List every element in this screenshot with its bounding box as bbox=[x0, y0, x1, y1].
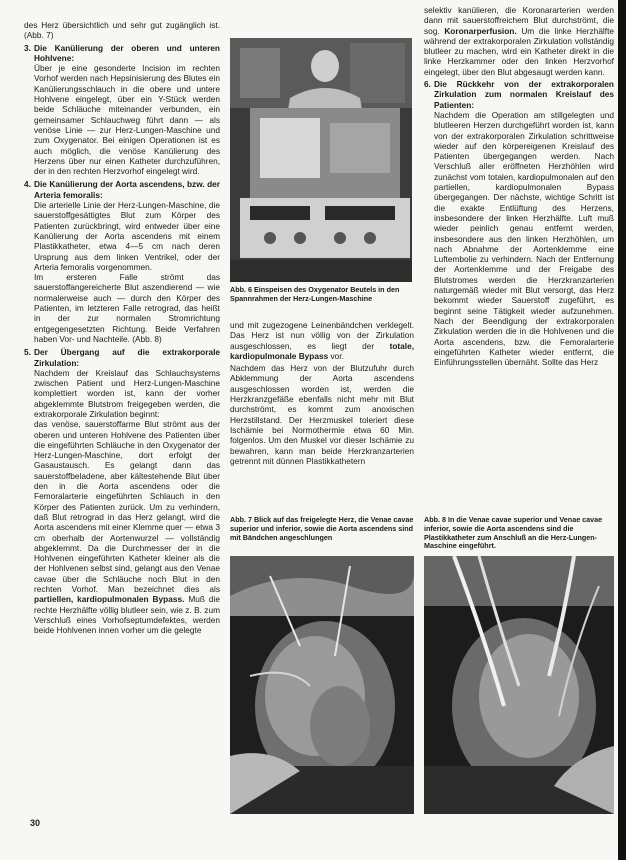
left-text-column bbox=[24, 20, 220, 639]
section-5-text-cont: Muß die rechte Herzhälfte völlig blutleer sein, wie z. B. zum Verschluß eines Vorhofseptumdefektes, werden beide Hohlvenen innen vorher um die gelegte bbox=[34, 594, 220, 636]
middle-paragraph-1 bbox=[230, 320, 414, 361]
section-5-body: Nachdem der Kreislauf das Schlauchsystems zwischen Patient und Herz-Lungen-Maschine komplettiert worden ist, kann der vorher abgeklemmte Blutstrom freigegeben werden, die extrakorporale Zirkulation beginnt: bbox=[34, 367, 220, 419]
section-3-number: 3. bbox=[24, 42, 31, 53]
page-edge bbox=[618, 0, 626, 860]
coronary-perfusion-term: Koronarperfusion. bbox=[444, 25, 517, 36]
partial-bypass-term: partiellen, kardiopulmonalen Bypass. bbox=[34, 594, 185, 605]
section-5-body-2 bbox=[24, 419, 220, 635]
figure-7-caption: Abb. 7 Blick auf das freigelegte Herz, die Venae cavae superior und inferior, sowie die Aorta ascendens sind mit Bändchen angeschlungen bbox=[230, 515, 414, 542]
section-3-heading: Die Kanülierung der oberen und unteren Hohlvene: bbox=[34, 42, 220, 63]
section-4-number: 4. bbox=[24, 179, 31, 190]
section-6-heading: Die Rückkehr von der extrakorporalen Zirkulation zum normalen Kreislauf des Patienten: bbox=[434, 79, 614, 110]
middle-paragraph-2: Nachdem das Herz von der Blutzufuhr durch Abklemmung der Aorta ascendens ausgeschlossen worden ist, werden die Herzkranzgefäße ebenfalls nicht mehr mit Blut durchströmt, es kommt zum anoxischen Herzstillstand. Der Herzmuskel toleriert diese Ischämie bei Normothermie etwa 60 Min. folgenlos. Um den Muskel vor dieser Ischämie zu bewahren, kann man beide Herzkranzarterien getrennt mit dünnen Plastikkathetern bbox=[230, 363, 414, 466]
middle-text-column bbox=[230, 320, 414, 468]
cannulated-heart-image bbox=[424, 556, 614, 814]
right-paragraph-1-cont: Um die linke Herzhälfte während der extrakorporalen Zirkulation vollständig blutleer zu machen, wird ein Katheter direkt in die linke Herzkammer oder den linken Herzvorhof eingelegt, über den Blut abgesaugt werden kann. bbox=[424, 25, 614, 77]
figure-6-photo bbox=[230, 38, 412, 282]
right-paragraph-1-text: selektiv kanülieren, die Koronararterien werden dann mit sauerstoffreichem Blut durchströmt, die sog. bbox=[424, 5, 614, 36]
section-5 bbox=[24, 347, 220, 635]
section-4-body: Die arterielle Linie der Herz-Lungen-Maschine, die sauerstoffgesättigtes Blut zum Körper des Patienten zurückbringt, wird entweder über eine Kanülierung der Aorta ascendens mit einem Plastikkatheter, etwa 4—5 cm nach deren Ursprung aus dem linken Ventrikel, oder der Arteria femoralis vorgenommen. bbox=[34, 200, 220, 272]
section-3 bbox=[24, 43, 220, 177]
section-5-number: 5. bbox=[24, 347, 31, 358]
page-number: 30 bbox=[30, 818, 41, 828]
figure-8-photo bbox=[424, 556, 614, 814]
heart-lung-machine-image bbox=[230, 38, 412, 282]
figure-8-caption: Abb. 8 In die Venae cavae superior und Venae cavae inferior, sowie die Aorta ascendens sind die Plastikkatheter zum Anschluß an die Herz-Lungen-Maschine eingeführt. bbox=[424, 515, 603, 551]
section-5-heading: Der Übergang auf die extrakorporale Zirkulation: bbox=[34, 347, 220, 368]
middle-paragraph-1-text: und mit zugezogene Leinenbändchen verklegelt. Das Herz ist nun völlig von der Zirkulation ausgeschlossen, es liegt der bbox=[230, 320, 414, 351]
figure-7-photo bbox=[230, 556, 414, 814]
section-4-body-2: Im ersteren Falle strömt das sauerstoffangereicherte Blut aszendierend — wie normalerweise auch — durch den Körper des Patienten, im letzteren Falle retrograd, das heißt in der zur normalen Stromrichtung entgegengesetzten Richtung. Beide Verfahren haben Vor- und Nachteile. (Abb. 8) bbox=[34, 272, 220, 344]
section-6-body: Nachdem die Operation am stillgelegten und blutleeren Herzen durchgeführt worden ist, kann von der extrakorporalen Zirkulation schrittweise wieder auf den körpereigenen Kreislauf des Patienten übergegangen werden. Nach Verschluß aller eröffneten Herzhöhlen wird zunächst vom totalen, kardiopulmonalen auf den partiellen, kardiopulmonalen Bypass übergegangen. Der nächste, wichtige Schritt ist die exakte Entlüftung des Herzens, insbesondere der linken Herzhälfte. Luft muß wieder peinlich genau entfernt werden, insbesondere aus den linken Herzhöhlen, um nach Abnahme der Aortenklemme eine Luftembolie zu verhindern. Nach der Entfernung der Aortenklemme und der Freigabe des Blutstromes werden die Herzkranzarterien naturgemäß wieder mit Blut versorgt, das Herz bekommt wieder Sauerstoff zugeführt, es beginnt seine Tätigkeit wieder aufzunehmen. Nach der Beendigung der extrakorporalen Zirkulation werden die in die Hohlvenen und die Aorta ascendens, bzw. die Femoralarterie eingeführten Katheter wieder entfernt, die Einführungsstellen übernäht. Sollte das Herz bbox=[434, 109, 614, 368]
section-3-body: Über je eine gesonderte Incision im rechten Vorhof werden nach Hepsinisierung des Blutes ein Kanülierungsschlauch in die obere und untere Hohlvene eingelegt, über ein Y-Stück werden beide Schläuche miteinander verbunden, ein gemeinsamer Schlauchweg führt dann — als venöse Linie — zur Herz-Lungen-Maschine und zum Oxygenator. Bei einigen Operationen ist es auch möglich, die venöse Kanülierung des Herzens über nur einen Katheter durchzuführen, der in den rechten Herzvorhof eingelegt wird. bbox=[34, 63, 220, 177]
intro-paragraph: des Herz übersichtlich und sehr gut zugänglich ist. (Abb. 7) bbox=[24, 20, 220, 41]
section-6-number: 6. bbox=[424, 79, 431, 90]
section-4-heading: Die Kanülierung der Aorta ascendens, bzw. der Arteria femoralis: bbox=[34, 179, 220, 200]
total-bypass-term: totale, kardiopulmonale Bypass bbox=[230, 340, 414, 361]
section-5-text: das venöse, sauerstoffarme Blut strömt aus der oberen und unteren Hohlvene des Patienten über die eingeführten Schläuche in den Oxygenator der Herz-Lungen-Maschine, dort erfolgt der Gasaustausch. Es gelangt dann das sauerstoffbeladene, aber kältestehende Blut über den in die Aorta ascendens oder die Femoralarterie eingeführten Schlauch in den Körper des Patienten zurück. Um zu verhindern, daß Blut retrograd in das Herz gelangt, wird die Aorta ascendens mit einer Klemme quer — etwa 3 cm oberhalb der Aortenwurzel — vollständig abgeklemmt. Da die Durchmesser der in die Hohlvenen eingeführten Katheter kleiner als die der Hohlvenen selbst sind, gelangt aus den Venae cavae über die Schläuche noch Blut in den rechten Vorhof. Man bezeichnet dies als bbox=[34, 419, 220, 595]
section-6 bbox=[424, 79, 614, 367]
section-4 bbox=[24, 179, 220, 344]
right-text-column bbox=[424, 5, 614, 370]
figure-6-caption: Abb. 6 Einspeisen des Oxygenator Beutels in den Spannrahmen der Herz-Lungen-Maschine bbox=[230, 285, 400, 303]
right-paragraph-1 bbox=[424, 5, 614, 77]
middle-paragraph-1-end: vor. bbox=[330, 350, 344, 361]
exposed-heart-image bbox=[230, 556, 414, 814]
